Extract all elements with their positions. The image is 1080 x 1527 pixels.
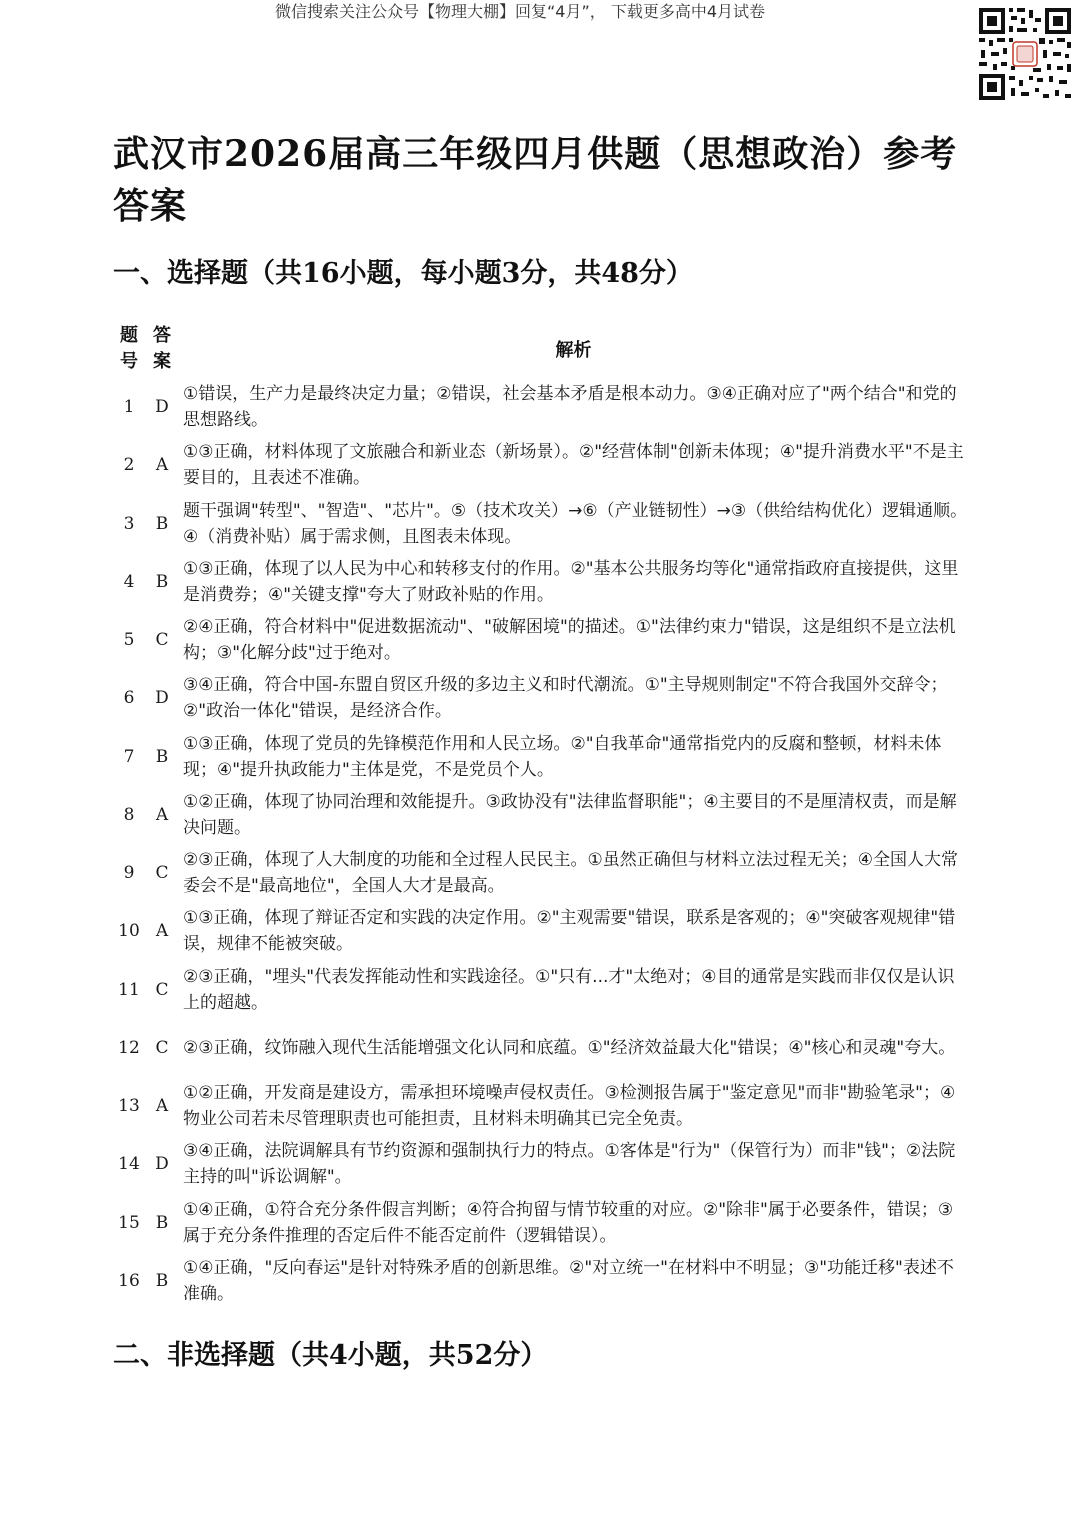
document-title: 武汉市2026届高三年级四月供题（思想政治）参考答案	[113, 133, 958, 227]
question-number: 10	[118, 921, 140, 942]
answer-letter: A	[155, 921, 169, 942]
table-row	[113, 495, 968, 553]
explanation-text: ③④正确，符合中国-东盟自贸区升级的多边主义和时代潮流。①"主导规则制定"不符合我国外交辞令；②"政治一体化"错误，是经济合作。	[183, 675, 948, 722]
explanation-text: ①③正确，材料体现了文旅融合和新业态（新场景）。②"经营体制"创新未体现；④"提升消费水平"不是主要目的，且表述不准确。	[183, 442, 964, 489]
question-number: 1	[123, 397, 135, 418]
question-number: 7	[123, 746, 135, 767]
explanation-text: ②③正确，纹饰融入现代生活能增强文化认同和底蕴。①"经济效益最大化"错误；④"核心和灵魂"夸大。	[183, 1037, 956, 1058]
explanation-text: ①④正确，"反向春运"是针对特殊矛盾的创新思维。②"对立统一"在材料中不明显；③"功能迁移"表述不准确。	[183, 1257, 954, 1304]
section-heading-non-choice: 二、非选择题（共4小题，共52分）	[113, 1340, 548, 1371]
answer-letter: D	[155, 1154, 169, 1175]
table-row	[113, 553, 968, 611]
table-row	[113, 961, 968, 1019]
explanation-text: ③④正确，法院调解具有节约资源和强制执行力的特点。①客体是"行为"（保管行为）而非"钱"；②法院主持的叫"诉讼调解"。	[183, 1141, 956, 1188]
table-row	[113, 1019, 968, 1077]
header-ans-bottom: 案	[153, 351, 171, 372]
table-row	[113, 436, 968, 494]
answer-letter: D	[155, 397, 169, 418]
answer-letter: A	[155, 1096, 169, 1117]
question-number: 12	[118, 1037, 140, 1058]
explanation-text: 题干强调"转型"、"智造"、"芯片"。⑤（技术攻关）→⑥（产业链韧性）→③（供给结构优化）逻辑通顺。④（消费补贴）属于需求侧，且图表未体现。	[183, 500, 968, 547]
header-no-top: 题	[120, 325, 138, 346]
question-number: 9	[123, 863, 135, 884]
answer-letter: B	[155, 746, 169, 767]
answer-letter: B	[155, 571, 169, 592]
question-number: 2	[123, 455, 135, 476]
qr-code-image	[977, 6, 1073, 102]
question-number: 11	[118, 979, 140, 1000]
answer-letter: C	[155, 979, 169, 1000]
table-row	[113, 786, 968, 844]
answer-letter: A	[155, 804, 169, 825]
table-body	[113, 378, 968, 1310]
header-ans-top: 答	[153, 325, 171, 346]
answer-letter: D	[155, 688, 169, 709]
answer-letter: C	[155, 1037, 169, 1058]
answer-letter: B	[155, 1212, 169, 1233]
explanation-text: ①②正确，开发商是建设方，需承担环境噪声侵权责任。③检测报告属于"鉴定意见"而非"勘验笔录"；④物业公司若未尽管理职责也可能担责，且材料未明确其已完全免责。	[183, 1083, 956, 1130]
header-explanation: 解析	[555, 340, 592, 361]
question-number: 4	[123, 571, 135, 592]
answer-letter: B	[155, 1270, 169, 1291]
header-question-number	[113, 323, 145, 375]
explanation-text: ①②正确，体现了协同治理和效能提升。③政协没有"法律监督职能"；④主要目的不是厘清权责，而是解决问题。	[183, 791, 957, 838]
table-row	[113, 902, 968, 960]
table-row	[113, 1194, 968, 1252]
table-row	[113, 1252, 968, 1310]
table-row	[113, 844, 968, 902]
explanation-text: ①③正确，体现了以人民为中心和转移支付的作用。②"基本公共服务均等化"通常指政府直接提供，这里是消费券；④"关键支撑"夸大了财政补贴的作用。	[183, 558, 959, 605]
top-banner: 微信搜索关注公众号【物理大棚】回复“4月”， 下载更多高中4月试卷	[274, 2, 766, 21]
question-number: 6	[123, 688, 135, 709]
answer-table	[113, 320, 968, 1310]
table-row	[113, 728, 968, 786]
question-number: 5	[123, 630, 135, 651]
table-row	[113, 611, 968, 669]
explanation-text: ①错误，生产力是最终决定力量；②错误，社会基本矛盾是根本动力。③④正确对应了"两个结合"和党的思想路线。	[183, 384, 957, 431]
question-number: 3	[123, 513, 135, 534]
answer-letter: C	[155, 630, 169, 651]
question-number: 15	[118, 1212, 140, 1233]
explanation-text: ①③正确，体现了辩证否定和实践的决定作用。②"主观需要"错误，联系是客观的；④"突破客观规律"错误，规律不能被突破。	[183, 908, 956, 955]
question-number: 16	[118, 1270, 140, 1291]
header-answer	[145, 323, 179, 375]
answer-letter: B	[155, 513, 169, 534]
question-number: 8	[123, 804, 135, 825]
answer-letter: A	[155, 455, 169, 476]
question-number: 13	[118, 1096, 140, 1117]
header-no-bottom: 号	[120, 351, 138, 372]
question-number: 14	[118, 1154, 140, 1175]
table-row	[113, 1135, 968, 1193]
explanation-text: ②③正确，体现了人大制度的功能和全过程人民民主。①虽然正确但与材料立法过程无关；④全国人大常委会不是"最高地位"，全国人大才是最高。	[183, 850, 958, 897]
table-header	[113, 320, 968, 378]
answer-letter: C	[155, 863, 169, 884]
qr-code	[977, 6, 1073, 102]
explanation-text: ①④正确，①符合充分条件假言判断；④符合拘留与情节较重的对应。②"除非"属于必要条件，错误；③属于充分条件推理的否定后件不能否定前件（逻辑错误）。	[183, 1199, 954, 1246]
table-row	[113, 1077, 968, 1135]
table-row	[113, 378, 968, 436]
section-heading-choice: 一、选择题（共16小题，每小题3分，共48分）	[113, 258, 693, 289]
explanation-text: ②④正确，符合材料中"促进数据流动"、"破解困境"的描述。①"法律约束力"错误，这是组织不是立法机构；③"化解分歧"过于绝对。	[183, 617, 956, 664]
table-row	[113, 669, 968, 727]
explanation-text: ②③正确，"埋头"代表发挥能动性和实践途径。①"只有...才"太绝对；④目的通常是实践而非仅仅是认识上的超越。	[183, 966, 955, 1013]
explanation-text: ①③正确，体现了党员的先锋模范作用和人民立场。②"自我革命"通常指党内的反腐和整顿，材料未体现；④"提升执政能力"主体是党，不是党员个人。	[183, 733, 942, 780]
